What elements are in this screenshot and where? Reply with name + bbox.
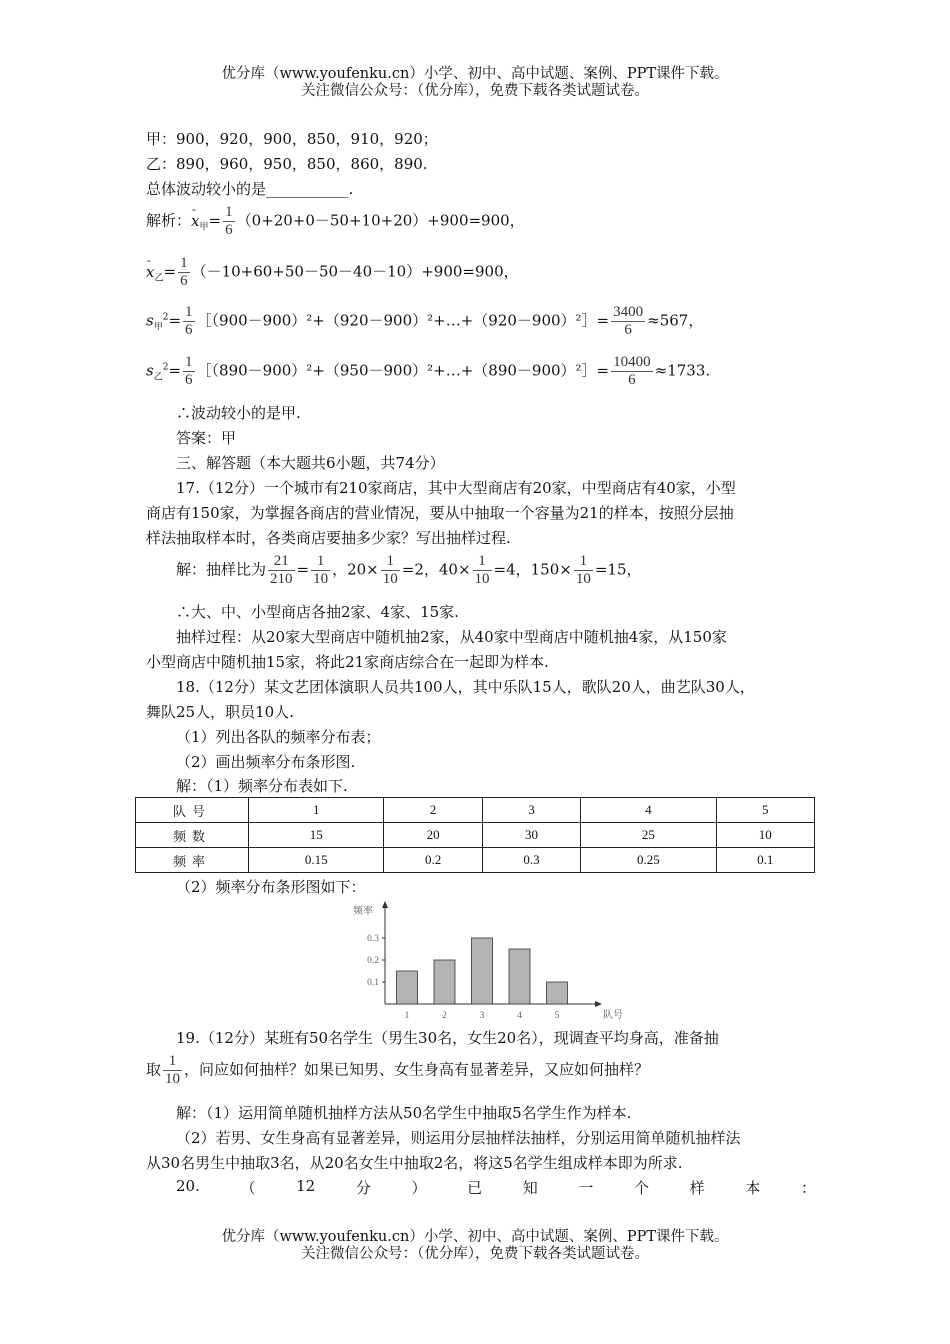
frequency-bar-chart [340, 900, 623, 1021]
page-footer [0, 1229, 950, 1263]
variance-jia-expression: ［（900－900）²+（920－900）²+…+（920－900）²］= [196, 311, 610, 330]
q18-line-1: 18.（12分）某文艺团体演职人员共100人，其中乐队15人，歌队20人，曲艺队30人， [176, 678, 755, 696]
p16-solution-label: 解析： [146, 211, 192, 230]
s-symbol: s [146, 311, 154, 330]
fraction-1-10: $\frac{1}{10}$ [382, 553, 398, 587]
fraction-1-10: $\frac{1}{10}$ [474, 553, 490, 587]
variance-jia-result: ≈567， [647, 311, 704, 330]
table-cell: 0.15 [249, 848, 384, 873]
fraction-21-210: $\frac{21}{210}$ [270, 553, 293, 587]
bar-2 [434, 960, 455, 1004]
p16-mean-jia: 解析：- $x_甲=$ $\frac{1}{6}$ （0+20+0－50+10+20）+900=900， [146, 204, 525, 239]
p16-data-jia: 甲：900，920，900，850，910，920； [146, 130, 438, 148]
yi-subscript: 乙 [154, 273, 164, 284]
x-tick-label: 2 [442, 1011, 447, 1021]
bar-3 [472, 938, 493, 1004]
table-row [136, 848, 815, 873]
p16-conclusion: ∴波动较小的是甲. [176, 404, 301, 422]
q17-process-1: 抽样过程：从20家大型商店中随机抽2家，从40家中型商店中随机抽4家，从150家 [176, 628, 727, 646]
x-bar-symbol: - x [146, 263, 154, 281]
q20-line-1: 20. （ 12 分 ） 已 知 一 个 样 本 ： [176, 1177, 816, 1197]
bar-1 [397, 971, 418, 1004]
table-row [136, 798, 815, 823]
bar-5 [547, 982, 568, 1004]
x-tick-label: 5 [554, 1011, 560, 1021]
variance-yi-expression: ［（890－900）²+（950－900）²+…+（890－900）²］= [196, 361, 610, 380]
page-header [0, 66, 950, 100]
q19-solution-2b: 从30名男生中抽取3名，从20名女生中抽取2名，将这5名学生组成样本即为所求. [146, 1154, 683, 1172]
x-axis-arrow [595, 1001, 602, 1007]
fraction-10400-6: $\frac{10400}{6}$ [613, 354, 651, 388]
q18-sub-2: （2）画出频率分布条形图. [176, 753, 356, 771]
table-cell: 3 [482, 798, 580, 823]
p16-variance-yi: $s_乙^2=$ $\frac{1}{6}$ ［（890－900）²+（950－900）²+…+（890－900）²］= $\frac{10400}{6}$ ≈1733. [146, 354, 711, 388]
x-tick-label: 1 [404, 1011, 410, 1021]
bar-4 [509, 949, 530, 1004]
q17-line-3: 样法抽取样本时，各类商店要抽多少家？写出抽样过程. [146, 529, 511, 547]
table-cell: 4 [581, 798, 716, 823]
footer-line-2: 关注微信公众号：（优分库），免费下载各类试题试卷。 [301, 1246, 649, 1262]
fraction-1-10: $\frac{1}{10}$ [575, 553, 591, 587]
q17-solution-prefix: 解：抽样比为 [176, 560, 267, 579]
p16-mean-yi: - $x_乙=$ $\frac{1}{6}$ （－10+60+50－50－40－10）+900=900， [146, 255, 519, 290]
y-tick-label: 0.1 [367, 978, 379, 988]
q19-solution-1: 解：（1）运用简单随机抽样方法从50名学生中抽取5名学生作为样本. [176, 1104, 632, 1122]
q19-solution-2a: （2）若男、女生身高有显著差异，则运用分层抽样法抽样，分别运用简单随机抽样法 [176, 1129, 741, 1147]
section-3-heading: 三、解答题（本大题共6小题，共74分） [176, 454, 445, 472]
frequency-table [135, 797, 815, 873]
mean-yi-expression: （－10+60+50－50－40－10）+900=900， [191, 262, 519, 281]
row-label-freq: 频率 [136, 848, 249, 873]
q19-line-2: 取 $\frac{1}{10}$ ，问应如何抽样？如果已知男、女生身高有显著差异，又应如何抽样？ [146, 1053, 650, 1087]
table-cell: 0.3 [482, 848, 580, 873]
q17-solution-ratio: 解：抽样比为 $\frac{21}{210}$ = $\frac{1}{10}$ ，20× $\frac{1}{10}$ =2，40× $\frac{1}{10}$ =4，150× $\frac{1}{10}$ =15， [176, 553, 642, 587]
header-line-2: 关注微信公众号：（优分库），免费下载各类试题试卷。 [301, 83, 649, 99]
q18-line-2: 舞队25人，职员10人. [146, 703, 294, 721]
fraction-1-6: $\frac{1}{6}$ [185, 354, 193, 388]
table-cell: 0.25 [581, 848, 716, 873]
x-bar-symbol: - x [191, 212, 199, 230]
table-row [136, 823, 815, 848]
x-tick-label: 4 [517, 1011, 522, 1021]
y-tick-label: 0.3 [367, 934, 379, 944]
p16-answer: 答案：甲 [176, 429, 237, 447]
table-cell: 0.2 [384, 848, 482, 873]
row-label-count: 频数 [136, 823, 249, 848]
p16-variance-jia: $s_甲^2=$ $\frac{1}{6}$ ［（900－900）²+（920－900）²+…+（920－900）²］= $\frac{3400}{6}$ ≈567， [146, 304, 704, 338]
table-cell: 30 [482, 823, 580, 848]
row-label-team: 队号 [136, 798, 249, 823]
q19-line-1: 19.（12分）某班有50名学生（男生30名，女生20名），现调查平均身高，准备抽 [176, 1029, 719, 1047]
q18-solution: 解：（1）频率分布表如下. [176, 777, 348, 795]
table-cell: 20 [384, 823, 482, 848]
y-tick-label: 0.2 [367, 956, 379, 966]
q17-process-2: 小型商店中随机抽15家，将此21家商店综合在一起即为样本. [146, 653, 549, 671]
p16-data-yi: 乙：890，960，950，850，860，890. [146, 155, 428, 173]
table-cell: 15 [249, 823, 384, 848]
jia-subscript: 甲 [153, 322, 163, 333]
s-symbol: s [146, 361, 154, 380]
y-axis-label: 频率 [353, 906, 373, 917]
fraction-1-10: $\frac{1}{10}$ [165, 1053, 181, 1087]
table-cell: 25 [581, 823, 716, 848]
x-tick-label: 3 [479, 1011, 485, 1021]
x-axis-label: 队号 [603, 1010, 623, 1021]
y-axis-arrow [382, 901, 388, 908]
q17-conclusion: ∴大、中、小型商店各抽2家、4家、15家. [176, 603, 459, 621]
q18-chart-caption: （2）频率分布条形图如下： [176, 878, 366, 896]
fraction-3400-6: $\frac{3400}{6}$ [613, 304, 644, 338]
table-cell: 0.1 [716, 848, 814, 873]
q17-line-2: 商店有150家，为掌握各商店的营业情况，要从中抽取一个容量为21的样本，按照分层抽 [146, 504, 734, 522]
variance-yi-result: ≈1733. [654, 361, 711, 380]
jia-subscript: 甲 [199, 222, 209, 233]
table-cell: 2 [384, 798, 482, 823]
footer-line-1: 优分库（www.youfenku.cn）小学、初中、高中试题、案例、PPT课件下载。 [221, 1229, 729, 1245]
yi-subscript: 乙 [153, 372, 163, 383]
table-cell: 5 [716, 798, 814, 823]
fraction-1-6: $\frac{1}{6}$ [185, 304, 193, 338]
q18-sub-1: （1）列出各队的频率分布表； [176, 728, 381, 746]
header-line-1: 优分库（www.youfenku.cn）小学、初中、高中试题、案例、PPT课件下载。 [221, 66, 729, 82]
table-cell: 10 [716, 823, 814, 848]
fraction-1-10: $\frac{1}{10}$ [313, 553, 329, 587]
p16-question: 总体波动较小的是___________. [146, 180, 354, 198]
mean-jia-expression: （0+20+0－50+10+20）+900=900， [236, 211, 525, 230]
q17-line-1: 17.（12分）一个城市有210家商店，其中大型商店有20家，中型商店有40家，小型 [176, 479, 736, 497]
table-cell: 1 [249, 798, 384, 823]
fraction-1-6: $\frac{1}{6}$ [225, 204, 233, 238]
fraction-1-6: $\frac{1}{6}$ [180, 255, 188, 289]
